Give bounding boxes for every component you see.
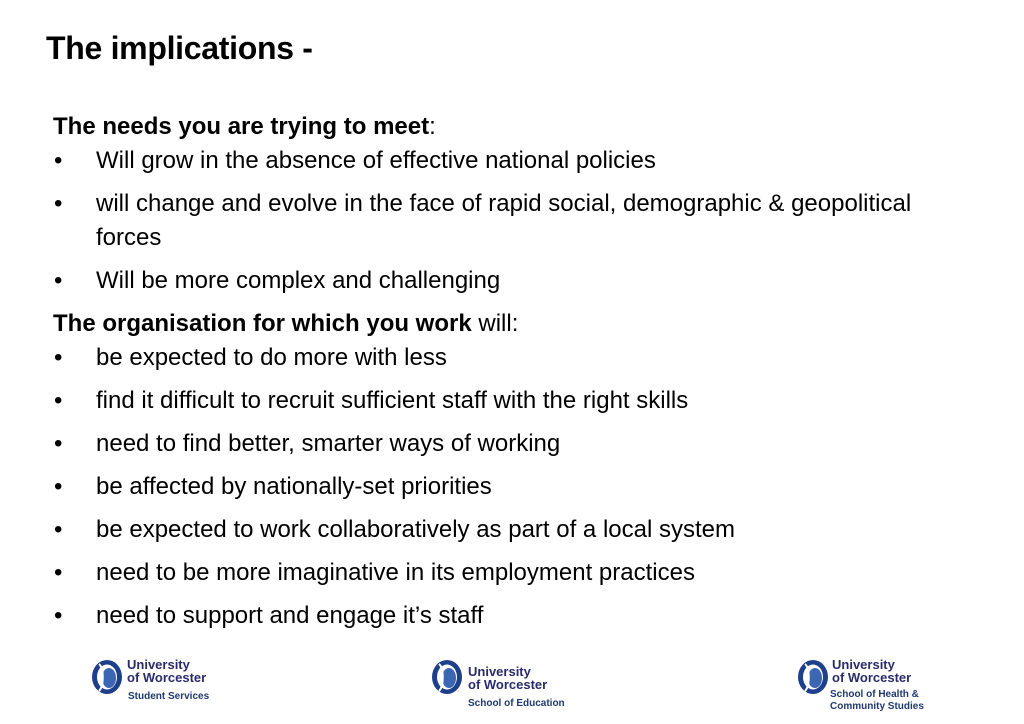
list-item-text: will change and evolve in the face of rapid social, demographic & geopolitical forces (96, 190, 912, 251)
list-item (53, 341, 953, 375)
bullet: • (54, 516, 63, 543)
list-item-text: find it difficult to recruit sufficient staff with the right skills (96, 387, 689, 414)
logo-university-text: University (468, 664, 531, 679)
university-crest-icon (796, 658, 830, 696)
list-item-text: need to find better, smarter ways of working (96, 430, 561, 457)
organisation-heading-bold: The organisation for which you work (53, 310, 472, 337)
logo-department-text: School of Education (468, 698, 565, 709)
logo-of-worcester-text: of Worcester (127, 670, 207, 685)
needs-heading (53, 110, 953, 144)
bullet: • (54, 190, 63, 217)
list-item (53, 513, 953, 547)
list-item (53, 556, 953, 590)
list-item (53, 187, 953, 255)
list-item-text: be expected to do more with less (96, 344, 447, 371)
slide-body (53, 110, 953, 642)
logo-department-text: Student Services (128, 691, 210, 702)
list-item-text: Will grow in the absence of effective national policies (96, 147, 656, 174)
slide-title: The implications - (46, 30, 313, 66)
list-item (53, 470, 953, 504)
bullet: • (54, 473, 63, 500)
organisation-list (53, 341, 953, 633)
university-crest-icon (90, 658, 124, 696)
list-item-text: be expected to work collaboratively as part of a local system (96, 516, 735, 543)
list-item-text: need to be more imaginative in its employment practices (96, 559, 695, 586)
list-item (53, 384, 953, 418)
bullet: • (54, 602, 63, 629)
list-item-text: Will be more complex and challenging (96, 267, 501, 294)
organisation-heading (53, 307, 953, 341)
logo-of-worcester-text: of Worcester (832, 670, 912, 685)
bullet: • (54, 147, 63, 174)
list-item (53, 599, 953, 633)
organisation-heading-suffix: will: (471, 310, 519, 337)
logo-school-of-health (796, 654, 936, 716)
list-item (53, 427, 953, 461)
bullet: • (54, 387, 63, 414)
needs-list (53, 144, 953, 298)
list-item (53, 144, 953, 178)
needs-heading-bold: The needs you are trying to meet (53, 113, 430, 140)
logo-school-of-education (430, 654, 580, 716)
list-item (53, 264, 953, 298)
needs-heading-suffix: : (429, 113, 436, 140)
bullet: • (54, 559, 63, 586)
list-item-text: be affected by nationally-set priorities (96, 473, 492, 500)
bullet: • (54, 430, 63, 457)
logo-student-services (90, 654, 220, 716)
logo-university-text: University (127, 657, 190, 672)
list-item-text: need to support and engage it’s staff (96, 602, 484, 629)
university-crest-icon (430, 658, 464, 696)
logo-department-text: School of Health & Community Studies (830, 689, 924, 712)
logo-of-worcester-text: of Worcester (468, 677, 548, 692)
bullet: • (54, 344, 63, 371)
bullet: • (54, 267, 63, 294)
logo-university-text: University (832, 657, 895, 672)
